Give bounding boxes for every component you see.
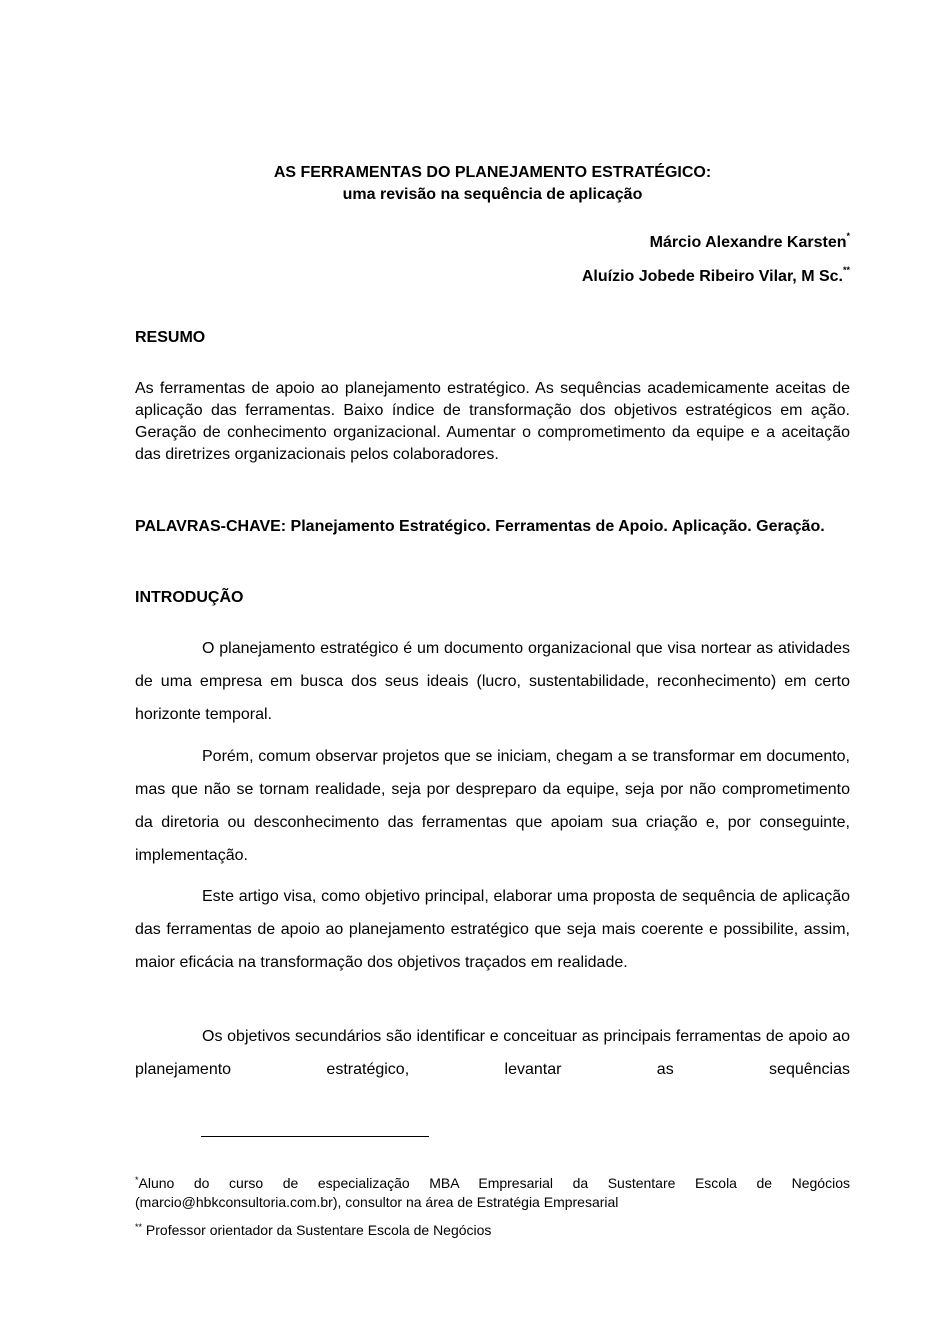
author-2 <box>135 265 850 286</box>
footnote-mark: * <box>135 1175 139 1185</box>
footnote-mark: ** <box>842 265 850 275</box>
intro-paragraph: Porém, comum observar projetos que se iniciam, chegam a se transformar em documento, mas que não se tornam realidade, seja por despreparo da equipe, seja por não comprometimento da diretoria ou desconhecimento das ferramentas que apoiam sua criação e, por conseguinte, implementação. <box>135 748 850 864</box>
intro-paragraph <box>135 1020 850 1086</box>
footnote-mark: ** <box>135 1222 143 1232</box>
footnote-2 <box>135 1221 850 1240</box>
author-1 <box>135 231 850 252</box>
author-name: Aluízio Jobede Ribeiro Vilar, M Sc. <box>581 268 843 285</box>
author-name: Márcio Alexandre Karsten <box>649 234 847 251</box>
keywords: PALAVRAS-CHAVE: Planejamento Estratégico. Ferramentas de Apoio. Aplicação. Geração. <box>135 518 825 535</box>
footnote-text: Professor orientador da Sustentare Escola de Negócios <box>142 1222 492 1238</box>
section-heading-resumo: RESUMO <box>135 329 206 346</box>
footnote-mark: * <box>846 231 850 241</box>
intro-paragraph: O planejamento estratégico é um documento organizacional que visa nortear as atividades de uma empresa em busca dos seus ideais (lucro, sustentabilidade, reconhecimento) em certo horizonte temporal. <box>135 640 850 723</box>
paper-title: AS FERRAMENTAS DO PLANEJAMENTO ESTRATÉGICO: <box>273 164 712 181</box>
intro-paragraph: Este artigo visa, como objetivo principal, elaborar uma proposta de sequência de aplicação das ferramentas de apoio ao planejamento estratégico que seja mais coerente e possibilite, assim, maior eficácia na transformação dos objetivos traçados em realidade. <box>135 888 850 971</box>
section-heading-introducao: INTRODUÇÃO <box>135 589 244 606</box>
intro-paragraph-text: Os objetivos secundários são identificar e conceituar as principais ferramentas de apoio ao planejamento estratégico, levantar as sequências <box>135 1028 850 1078</box>
abstract-text: As ferramentas de apoio ao planejamento estratégico. As sequências academicamente aceitas de aplicação das ferramentas. Baixo índice de transformação dos objetivos estratégicos em ação. Geração de conhecimento organizacional. Aumentar o comprometimento da equipe e a aceitação das diretrizes organizacionais pelos colaboradores. <box>135 380 850 463</box>
paper-subtitle: uma revisão na sequência de aplicação <box>342 186 643 203</box>
footnote-text: Aluno do curso de especialização MBA Empresarial da Sustentare Escola de Negócios (marcio@hbkconsultoria.com.br), consultor na área de Estratégia Empresarial <box>135 1175 850 1210</box>
footnote-separator <box>201 1136 429 1137</box>
footnote-1 <box>135 1174 850 1212</box>
